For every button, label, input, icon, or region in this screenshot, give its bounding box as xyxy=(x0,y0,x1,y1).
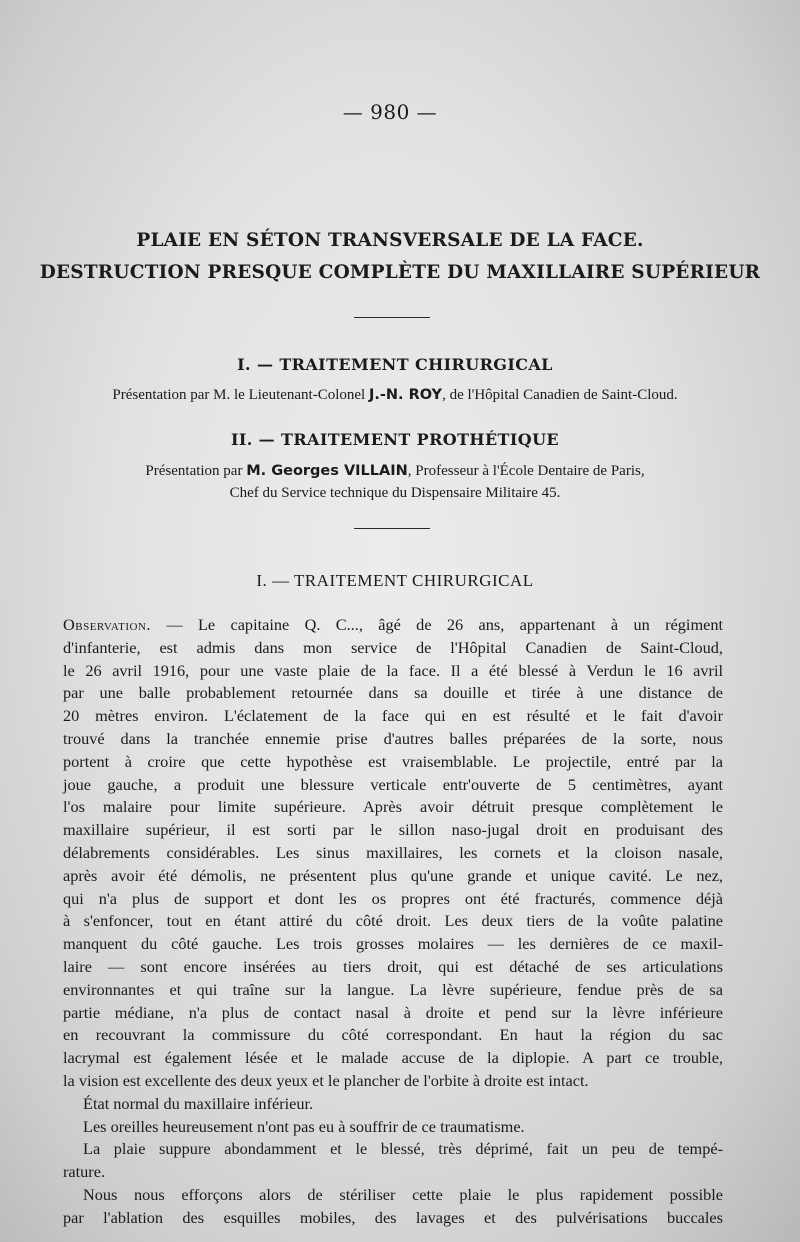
observation-body xyxy=(63,614,723,1230)
observation-line: manquent du côté gauche. Les trois grosses molaires — les dernières de ce maxil- xyxy=(63,934,723,954)
observation-line: trouvé dans la tranchée ennemie prise d'autres balles préparées de la sorte, nous xyxy=(63,728,723,748)
paragraph-plaie-line-2: rature. xyxy=(63,1162,106,1182)
presenter-name-villain: M. Georges VILLAIN xyxy=(246,463,408,479)
observation-line: laire — sont encore insérées au tiers droit, qui est détaché de ses articulations xyxy=(63,956,723,976)
presenter-line-villain xyxy=(0,463,790,480)
paragraph-steriliser-line-1: Nous nous efforçons alors de stériliser cette plaie le plus rapidement possible xyxy=(83,1184,723,1204)
presenter-prefix: Présentation par xyxy=(145,463,247,479)
observation-line: l'os malaire pour limite supérieure. Après avoir détruit presque complètement le xyxy=(63,797,723,817)
observation-line: à s'enfoncer, tout en étant attiré du côté droit. Les deux tiers de la voûte palatine xyxy=(63,911,723,931)
observation-line: lacrymal est également lésée et le malade accuse de la diplopie. A part ce trouble, xyxy=(63,1048,723,1068)
observation-line: la vision est excellente des deux yeux et le plancher de l'orbite à droite est intact. xyxy=(63,1070,589,1090)
observation-line: par une balle probablement retournée dans sa douille et tirée à une distance de xyxy=(63,683,723,703)
paragraph-plaie-line-1: La plaie suppure abondamment et le blessé, très déprimé, fait un peu de tempé- xyxy=(83,1139,723,1159)
observation-line: maxillaire supérieur, il est sorti par le sillon naso-jugal droit en produisant des xyxy=(63,820,723,840)
observation-line: en recouvrant la commissure du côté correspondant. En haut la région du sac xyxy=(63,1025,723,1045)
presenter-line-roy xyxy=(0,387,790,404)
section-heading-surgical: I. — TRAITEMENT CHIRURGICAL xyxy=(237,355,553,374)
article-title-line-2: DESTRUCTION PRESQUE COMPLÈTE DU MAXILLAIRE SUPÉRIEUR xyxy=(39,262,761,283)
observation-line: partie médiane, n'a plus de contact nasal à droite et pend sur la lèvre inférieure xyxy=(63,1002,723,1022)
presenter-prefix: Présentation par M. le Lieutenant-Colonel xyxy=(112,387,369,403)
observation-line: après avoir été démolis, ne présentent plus qu'une grande et unique cavité. Le nez, xyxy=(63,865,723,885)
section-heading-surgical-repeat: I. — TRAITEMENT CHIRURGICAL xyxy=(256,571,534,590)
observation-label: Observation. xyxy=(63,615,151,634)
observation-line: portent à croire que cette hypothèse est vraisemblable. Le projectile, entré par la xyxy=(63,751,723,771)
presenter-suffix: , de l'Hôpital Canadien de Saint-Cloud. xyxy=(442,387,678,403)
page-number: — 980 — xyxy=(342,100,438,124)
presenter-affiliation: Chef du Service technique du Dispensaire Militaire 45. xyxy=(229,485,561,501)
observation-line: Observation. — Le capitaine Q. C..., âgé de 26 ans, appartenant à un régiment xyxy=(63,615,723,634)
observation-line: d'infanterie, est admis dans mon service de l'Hôpital Canadien de Saint-Cloud, xyxy=(63,637,723,657)
paragraph-maxillaire-inferieur: État normal du maxillaire inférieur. xyxy=(83,1093,314,1113)
observation-line: le 26 avril 1916, pour une vaste plaie de la face. Il a été blessé à Verdun le 16 avril xyxy=(63,660,723,680)
observation-line: environnantes et qui traîne sur la langue. La lèvre supérieure, fendue près de sa xyxy=(63,979,723,999)
article-title-line-1: PLAIE EN SÉTON TRANSVERSALE DE LA FACE. xyxy=(136,230,644,251)
paragraph-oreilles: Les oreilles heureusement n'ont pas eu à souffrir de ce traumatisme. xyxy=(83,1116,525,1136)
observation-line: joue gauche, a produit une blessure verticale entr'ouverte de 5 centimètres, ayant xyxy=(63,774,723,794)
observation-line: qui n'a plus de support et dont les os propres ont été fracturés, commence déjà xyxy=(63,888,723,908)
presenter-name-roy: J.-N. ROY xyxy=(368,387,443,403)
paragraph-steriliser-line-2: par l'ablation des esquilles mobiles, des lavages et des pulvérisations buccales xyxy=(63,1207,723,1227)
divider-rule-top xyxy=(354,317,430,318)
section-heading-prosthetic: II. — TRAITEMENT PROTHÉTIQUE xyxy=(230,430,560,449)
observation-line: délabrements considérables. Les sinus maxillaires, les cornets et la cloison nasale, xyxy=(63,842,723,862)
observation-line: 20 mètres environ. L'éclatement de la face qui en est résulté et le fait d'avoir xyxy=(63,706,723,726)
presenter-suffix: , Professeur à l'École Dentaire de Paris, xyxy=(407,463,645,479)
divider-rule-bottom xyxy=(354,528,430,529)
